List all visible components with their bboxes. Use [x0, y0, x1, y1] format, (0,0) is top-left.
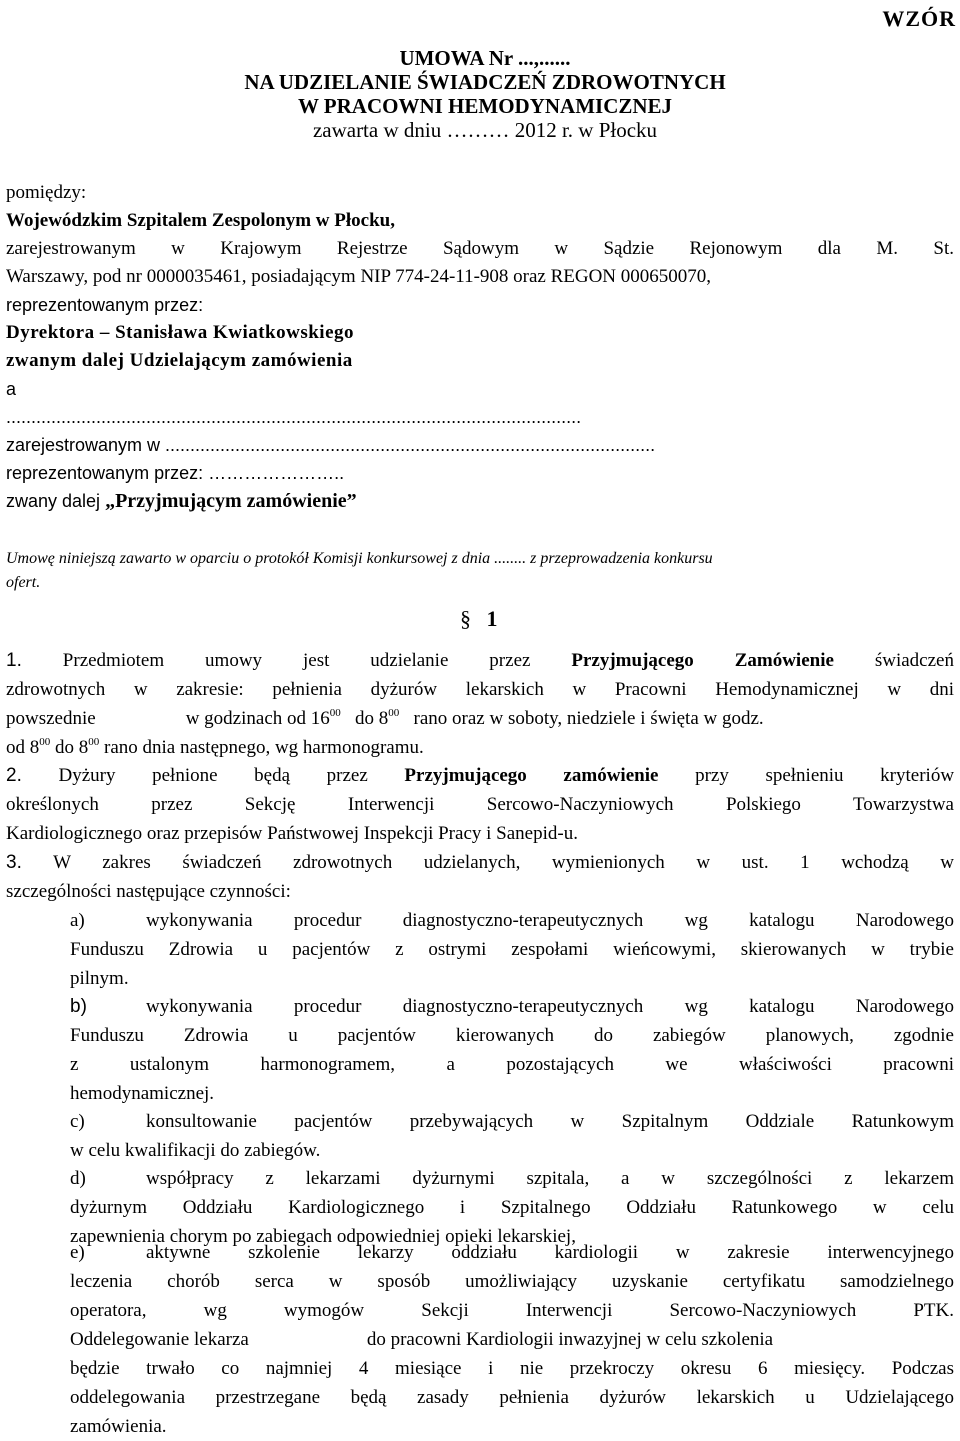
title-line-2: NA UDZIELANIE ŚWIADCZEŃ ZDROWOTNYCH [244, 70, 726, 94]
paragraph-3-line-2: szczególności następujące czynności: [6, 881, 291, 902]
schedule-text: rano dnia następnego, wg harmonogramu. [104, 737, 424, 758]
paragraph-1-line-2: zdrowotnych w zakresie: pełnienia dyżurów lekarskich w Pracowni Hemodynamicznej w dni [6, 679, 954, 700]
paragraph-2-line-1 [6, 761, 954, 790]
paragraph-2-line-3: Kardiologicznego oraz przepisów Państwowej Inspekcji Pracy i Sanepid-u. [6, 823, 578, 844]
contractor-name-blank: ................................................................................................................... [6, 407, 582, 427]
contractor-label-bold: „Przyjmującym zamówienie” [105, 490, 357, 512]
paragraph-1-line-3 [6, 704, 954, 733]
contract-title [0, 46, 960, 142]
list-item-a-text-1: wykonywania procedur diagnostyczno-terapeutycznych wg katalogu Narodowego [146, 910, 954, 931]
list-item-b [70, 992, 954, 1108]
list-item-d-text-1: współpracy z lekarzami dyżurnymi szpitala, a w szczególności z lekarzem [146, 1168, 954, 1189]
weekend-from: od 8 [6, 737, 40, 758]
registration-line-2: Warszawy, pod nr 0000035461, posiadającym NIP 774-24-11-908 oraz REGON 000650070, [6, 266, 712, 287]
list-item-e-line-5: będzie trwało co najmniej 4 miesiące i nie przekroczy okresu 6 miesięcy. Podczas [70, 1358, 954, 1379]
paragraph-1-contractor: Przyjmującego Zamówienie [571, 650, 834, 671]
paragraph-1-line-1 [6, 646, 954, 675]
weekend-hours-text: rano oraz w soboty, niedziele i święta w godz. [413, 708, 764, 729]
preamble [6, 547, 954, 595]
hours-from-minutes: 00 [329, 707, 341, 719]
list-item-e-text-1: aktywne szkolenie lekarzy oddziału kardiologii w zakresie interwencyjnego [146, 1242, 954, 1263]
paragraph-1-text-c: świadczeń [874, 650, 954, 671]
list-item-b-line-3: z ustalonym harmonogramem, a pozostających we właściwości pracowni [70, 1054, 954, 1075]
list-item-a-marker: a) [70, 910, 85, 931]
paragraph-1 [6, 646, 954, 762]
list-item-b-line-4: hemodynamicznej. [70, 1083, 215, 1104]
paragraph-2-number: 2. [6, 765, 22, 786]
list-item-d-line-2: dyżurnym Oddziału Kardiologicznego i Szpitalnego Oddziału Ratunkowego w celu [70, 1197, 954, 1218]
title-line-1: UMOWA Nr ...,...... [399, 46, 571, 70]
delegation-text-a: Oddelegowanie lekarza [70, 1329, 249, 1350]
title-line-3: W PRACOWNI HEMODYNAMICZNEJ [297, 94, 673, 118]
list-item-e-line-6: oddelegowania przestrzegane będą zasady pełnienia dyżurów lekarskich u Udzielającego [70, 1387, 954, 1408]
title-date-line: zawarta w dniu ……… 2012 r. w Płocku [312, 118, 658, 142]
template-stamp: WZÓR [882, 6, 956, 31]
list-item-a-line-3: pilnym. [70, 968, 129, 989]
list-item-b-line-2: Funduszu Zdrowia u pacjentów kierowanych do zabiegów planowych, zgodnie [70, 1025, 954, 1046]
paragraph-2-contractor: Przyjmującego zamówienie [404, 765, 659, 786]
hours-from: w godzinach od 16 [185, 708, 330, 729]
paragraph-2-line-2: określonych przez Sekcję Interwencji Sercowo-Naczyniowych Polskiego Towarzystwa [6, 794, 954, 815]
list-item-e-line-7: zamówienia. [70, 1416, 167, 1437]
list-item-e-marker: e) [70, 1242, 85, 1263]
represented-label: reprezentowanym przez: [6, 295, 204, 315]
list-item-a [70, 906, 954, 993]
parties-block [6, 179, 954, 515]
list-item-d-marker: d) [70, 1168, 86, 1189]
section-heading [460, 606, 498, 632]
paragraph-3-line-1 [6, 848, 954, 877]
list-item-e-line-4 [70, 1325, 954, 1354]
paragraph-1-text-a: Przedmiotem umowy jest udzielanie przez [62, 650, 531, 671]
list-item-b-text-1: wykonywania procedur diagnostyczno-terapeutycznych wg katalogu Narodowego [146, 996, 954, 1017]
list-item-c-text-1: konsultowanie pacjentów przebywających w Szpitalnym Oddziale Ratunkowym [146, 1111, 954, 1132]
paragraph-2-text-c: przy spełnieniu kryteriów [695, 765, 955, 786]
section-number: 1 [486, 606, 498, 631]
list-item-c-line-2: w celu kwalifikacji do zabiegów. [70, 1140, 321, 1161]
list-item-c-marker: c) [70, 1111, 85, 1132]
list-item-b-line-1 [70, 992, 954, 1021]
contractor-label-prefix: zwany dalej [6, 491, 106, 511]
paragraph-1-number: 1. [6, 650, 22, 671]
list-item-a-line-2: Funduszu Zdrowia u pacjentów z ostrymi zespołami wieńcowymi, skierowanych w trybie [70, 939, 954, 960]
section-sign: § [460, 606, 471, 631]
delegation-text-b: do pracowni Kardiologii inwazyjnej w celu szkolenia [366, 1329, 774, 1350]
list-item-d-line-3: zapewnienia chorym po zabiegach odpowiedniej opieki lekarskiej, [70, 1226, 576, 1247]
list-item-a-line-1 [70, 906, 954, 935]
contractor-label [6, 487, 954, 515]
paragraph-3-number: 3. [6, 852, 22, 873]
paragraph-1-line-4 [6, 733, 954, 762]
contractor-registered-blank: zarejestrowanym w .................................................................................................. [6, 435, 656, 455]
weekdays-label: powszednie [6, 708, 96, 729]
list-item-e-line-2: leczenia chorób serca w sposób umożliwiający uzyskanie certyfikatu samodzielnego [70, 1271, 954, 1292]
weekend-to: do 8 [55, 737, 89, 758]
list-item-c-line-1 [70, 1107, 954, 1136]
registration-line-1: zarejestrowanym w Krajowym Rejestrze Sądowym w Sądzie Rejonowym dla M. St. [6, 238, 954, 259]
list-item-e [70, 1238, 954, 1441]
weekend-to-minutes: 00 [88, 736, 100, 748]
list-item-e-line-1 [70, 1238, 954, 1267]
preamble-line-2: ofert. [6, 574, 41, 591]
between-label: pomiędzy: [6, 182, 87, 203]
hours-to-minutes: 00 [388, 707, 400, 719]
and-label: a [6, 379, 17, 399]
list-item-c [70, 1107, 954, 1165]
hours-to: do 8 [355, 708, 389, 729]
preamble-line-1: Umowę niniejszą zawarto w oparciu o protokół Komisji konkursowej z dnia ........ z przeprowadzenia konkursu [6, 550, 713, 567]
paragraph-3 [6, 848, 954, 906]
director-name: Dyrektora – Stanisława Kwiatkowskiego [6, 322, 355, 343]
hospital-name: Wojewódzkim Szpitalem Zespolonym w Płocku, [6, 210, 395, 231]
ordering-party-label: zwanym dalej Udzielającym zamówienia [6, 350, 353, 371]
paragraph-2-text-a: Dyżury pełnione będą przez [58, 765, 368, 786]
list-item-e-line-3: operatora, wg wymogów Sekcji Interwencji Sercowo-Naczyniowych PTK. [70, 1300, 954, 1321]
weekend-from-minutes: 00 [39, 736, 51, 748]
paragraph-2 [6, 761, 954, 848]
list-item-b-marker: b) [70, 996, 87, 1017]
paragraph-3-text: W zakres świadczeń zdrowotnych udzielanych, wymienionych w ust. 1 wchodzą w [53, 852, 954, 873]
list-item-d-line-1 [70, 1164, 954, 1193]
contractor-represented-blank: reprezentowanym przez: ………………….. [6, 463, 345, 483]
